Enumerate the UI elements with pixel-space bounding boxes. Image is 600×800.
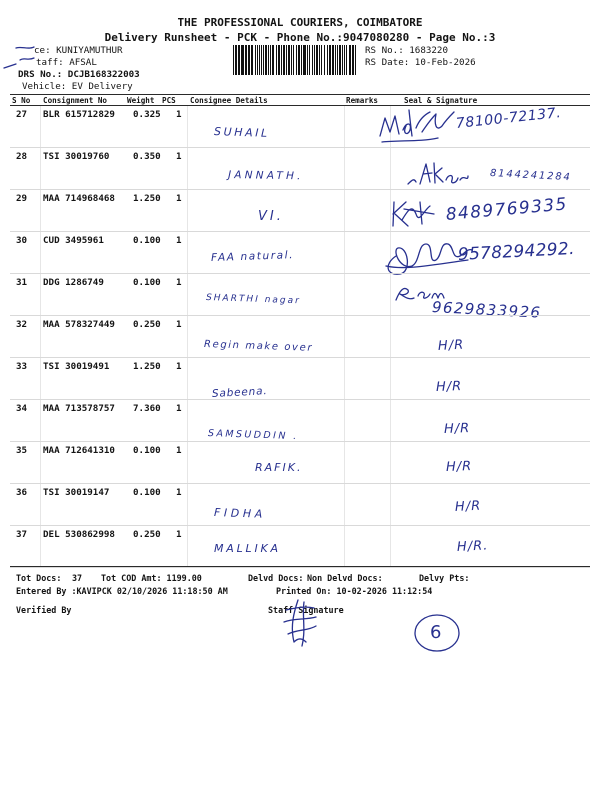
sno-cell: 27 — [16, 109, 28, 120]
consignee-name-handwritten: JANNATH. — [227, 169, 304, 183]
sno-cell: 28 — [16, 151, 28, 162]
office-field: ce: KUNIYAMUTHUR — [34, 45, 123, 56]
consignment-number: MAA 712641310 — [43, 445, 115, 456]
consignment-number: TSI 30019491 — [43, 361, 110, 372]
pcs-cell: 1 — [176, 529, 182, 540]
barcode-bar — [355, 45, 356, 75]
barcode-bar — [261, 45, 262, 75]
delivered-docs: Delvd Docs: — [248, 573, 304, 583]
signature-note-handwritten: 9578294292. — [457, 238, 576, 265]
sno-cell: 36 — [16, 487, 28, 498]
column-header-consignee: Consignee Details — [190, 96, 268, 105]
barcode-bar — [324, 45, 325, 75]
table-row — [0, 148, 600, 190]
consignment-number: BLR 615712829 — [43, 109, 115, 120]
barcode-bar — [278, 45, 280, 75]
barcode-bar — [286, 45, 287, 75]
column-header-pcs: PCS — [162, 96, 176, 105]
runsheet-title: Delivery Runsheet - PCK - Phone No.:9047080280 - Page No.:3 — [104, 31, 496, 44]
signature-note-handwritten: 8489769335 — [445, 194, 569, 225]
table-row — [0, 526, 600, 568]
pcs-cell: 1 — [176, 403, 182, 414]
barcode-bar — [251, 45, 253, 75]
barcode-bar — [329, 45, 331, 75]
sno-cell: 33 — [16, 361, 28, 372]
barcode-bar — [303, 45, 306, 75]
consignment-number: TSI 30019147 — [43, 487, 110, 498]
consignee-name-handwritten: SAMSUDDIN . — [207, 428, 299, 443]
pcs-cell: 1 — [176, 445, 182, 456]
sno-cell: 30 — [16, 235, 28, 246]
barcode-bar — [346, 45, 347, 75]
table-row — [0, 274, 600, 322]
pcs-cell: 1 — [176, 487, 182, 498]
weight-cell: 0.250 — [133, 529, 161, 540]
consignee-name-handwritten: FAA natural. — [210, 249, 295, 264]
barcode-bar — [301, 45, 302, 75]
barcode-bar — [270, 45, 271, 75]
entered-by: Entered By :KAVIPCK 02/10/2026 11:18:50 AM — [16, 586, 228, 596]
weight-cell: 1.250 — [133, 361, 161, 372]
consignment-number: DEL 530862998 — [43, 529, 115, 540]
consignee-name-handwritten: Regin make over — [203, 339, 314, 354]
barcode-bar — [259, 45, 260, 75]
footer-rule — [10, 566, 590, 567]
weight-cell: 7.360 — [133, 403, 161, 414]
barcode-bar — [307, 45, 308, 75]
weight-cell: 0.250 — [133, 319, 161, 330]
barcode-bar — [245, 45, 247, 75]
barcode-bar — [255, 45, 256, 75]
weight-cell: 1.250 — [133, 193, 161, 204]
vehicle-field: Vehicle: EV Delivery — [22, 81, 133, 92]
signature-scribble — [386, 198, 440, 230]
staff-field: taff: AFSAL — [36, 57, 97, 68]
barcode-bar — [352, 45, 354, 75]
pcs-cell: 1 — [176, 151, 182, 162]
table-row — [0, 106, 600, 148]
weight-cell: 0.100 — [133, 445, 161, 456]
pcs-cell: 1 — [176, 235, 182, 246]
barcode-bar — [327, 45, 328, 75]
barcode-bar — [291, 45, 292, 75]
barcode-bar — [332, 45, 334, 75]
pcs-cell: 1 — [176, 277, 182, 288]
consignee-name-handwritten: SHARTHI nagar — [205, 293, 301, 307]
barcode-bar — [257, 45, 258, 75]
table-row — [0, 484, 600, 526]
column-header-consignment: Consignment No — [43, 96, 108, 105]
table-row — [0, 190, 600, 232]
barcode-bar — [298, 45, 300, 75]
barcode-bar — [314, 45, 315, 75]
weight-cell: 0.325 — [133, 109, 161, 120]
column-header-remarks: Remarks — [346, 96, 379, 105]
consignee-name-handwritten: RAFIK. — [255, 461, 303, 474]
verified-by-label: Verified By — [16, 605, 72, 615]
consignment-number: MAA 714968468 — [43, 193, 115, 204]
printed-on: Printed On: 10-02-2026 11:12:54 — [276, 586, 433, 596]
delivery-points: Delvy Pts: — [419, 573, 470, 583]
barcode-bar — [263, 45, 264, 75]
barcode-bar — [342, 45, 343, 75]
cod-amount: Tot COD Amt: 1199.00 — [101, 573, 202, 583]
pcs-cell: 1 — [176, 109, 182, 120]
consignee-name-handwritten: Sabeena. — [211, 385, 268, 400]
signature-note-handwritten: H/R — [437, 337, 465, 354]
consignee-name-handwritten: VI. — [258, 209, 284, 224]
sno-cell: 32 — [16, 319, 28, 330]
total-docs-label: Tot Docs: — [16, 573, 62, 583]
barcode-bar — [309, 45, 310, 75]
signature-note-handwritten: 9629833926 — [431, 298, 542, 322]
consignment-number: MAA 713578757 — [43, 403, 115, 414]
sno-cell: 34 — [16, 403, 28, 414]
barcode — [232, 44, 360, 76]
sno-cell: 35 — [16, 445, 28, 456]
drs-number: DRS No.: DCJB168322003 — [18, 69, 140, 80]
signature-scribble — [394, 282, 448, 304]
signature-note-handwritten: H/R — [445, 459, 473, 475]
signature-note-handwritten: H/R — [443, 421, 471, 437]
column-header-signature: Seal & Signature — [404, 96, 478, 105]
barcode-bar — [248, 45, 250, 75]
column-header-sno: S No — [12, 96, 31, 105]
consignment-number: CUD 3495961 — [43, 235, 104, 246]
signature-note-handwritten: 78100-72137. — [455, 104, 563, 132]
signature-note-handwritten: H/R — [454, 498, 482, 515]
signature-note-handwritten: 8144241284 — [489, 168, 572, 184]
pcs-cell: 1 — [176, 361, 182, 372]
barcode-bar — [281, 45, 282, 75]
table-row — [0, 232, 600, 274]
barcode-bar — [316, 45, 318, 75]
barcode-bar — [319, 45, 320, 75]
barcode-bar — [312, 45, 313, 75]
company-name: THE PROFESSIONAL COURIERS, COIMBATORE — [177, 16, 423, 29]
total-docs-value: 37 — [72, 573, 83, 583]
consignee-name-handwritten: FIDHA — [213, 506, 267, 521]
signature-scribble — [406, 160, 470, 188]
table-row — [0, 442, 600, 484]
barcode-bar — [344, 45, 345, 75]
weight-cell: 0.100 — [133, 487, 161, 498]
consignment-number: DDG 1286749 — [43, 277, 104, 288]
row-divider — [10, 567, 590, 568]
non-delivered-docs: Non Delvd Docs: — [307, 573, 383, 583]
barcode-bar — [233, 45, 234, 75]
consignment-number: TSI 30019760 — [43, 151, 110, 162]
rs-number: RS No.: 1683220 — [365, 45, 448, 56]
barcode-bar — [335, 45, 336, 75]
barcode-bar — [272, 45, 274, 75]
staff-signature-scribble — [282, 598, 320, 648]
barcode-bar — [288, 45, 290, 75]
weight-cell: 0.100 — [133, 277, 161, 288]
barcode-bar — [321, 45, 322, 75]
barcode-bar — [293, 45, 294, 75]
page-mark-number: 6 — [430, 622, 442, 643]
signature-scribble — [376, 106, 456, 148]
consignment-number: MAA 578327449 — [43, 319, 115, 330]
staff-signature-label: Staff Signature — [268, 605, 344, 615]
barcode-bar — [238, 45, 240, 75]
sno-cell: 37 — [16, 529, 28, 540]
barcode-bar — [241, 45, 244, 75]
barcode-bar — [339, 45, 341, 75]
barcode-bar — [337, 45, 338, 75]
pcs-cell: 1 — [176, 319, 182, 330]
consignee-name-handwritten: MALLIKA — [214, 542, 281, 555]
sno-cell: 31 — [16, 277, 28, 288]
barcode-bar — [276, 45, 277, 75]
consignee-name-handwritten: SUHAIL — [213, 125, 271, 140]
barcode-bar — [283, 45, 285, 75]
barcode-bar — [265, 45, 267, 75]
column-header-weight: Weight — [127, 96, 155, 105]
barcode-bar — [296, 45, 297, 75]
table-row — [0, 316, 600, 358]
barcode-bar — [235, 45, 237, 75]
sno-cell: 29 — [16, 193, 28, 204]
rs-date: RS Date: 10-Feb-2026 — [365, 57, 476, 68]
signature-note-handwritten: H/R. — [456, 538, 489, 555]
weight-cell: 0.350 — [133, 151, 161, 162]
table-top-rule — [10, 94, 590, 95]
barcode-bar — [268, 45, 269, 75]
table-row — [0, 400, 600, 442]
weight-cell: 0.100 — [133, 235, 161, 246]
table-row — [0, 358, 600, 400]
pcs-cell: 1 — [176, 193, 182, 204]
barcode-bar — [349, 45, 351, 75]
signature-note-handwritten: H/R — [435, 379, 463, 395]
